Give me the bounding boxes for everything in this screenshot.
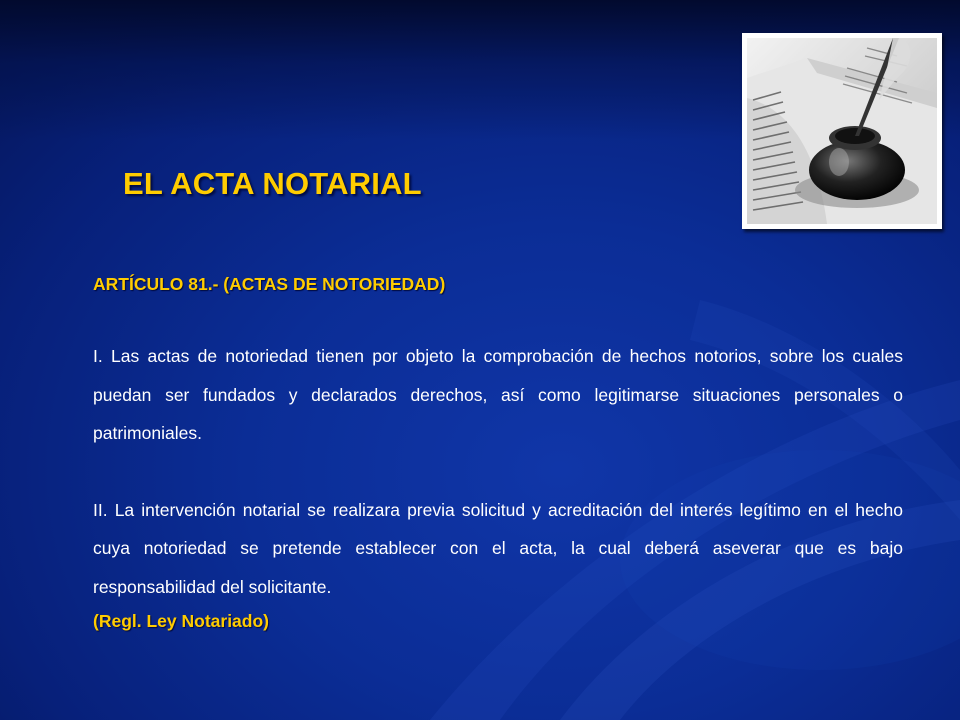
paragraph-2: II. La intervención notarial se realizara previa solicitud y acreditación del interés legítimo en el hecho cuya notoriedad se pretende establecer con el acta, la cual deberá aseverar que es bajo responsabilidad del solicitante. [93, 499, 903, 597]
quill-inkwell-book-icon [742, 33, 942, 229]
article-content [93, 270, 903, 636]
paragraph-1: I. Las actas de notoriedad tienen por objeto la comprobación de hechos notorios, sobre los cuales puedan ser fundados y declarados derechos, así como legitimarse situaciones personales o patrimoniales. [93, 346, 903, 443]
article-heading: ARTÍCULO 81.- (ACTAS DE NOTORIEDAD) [93, 274, 446, 294]
slide-title: EL ACTA NOTARIAL [123, 166, 422, 201]
source-citation: (Regl. Ley Notariado) [93, 611, 269, 631]
